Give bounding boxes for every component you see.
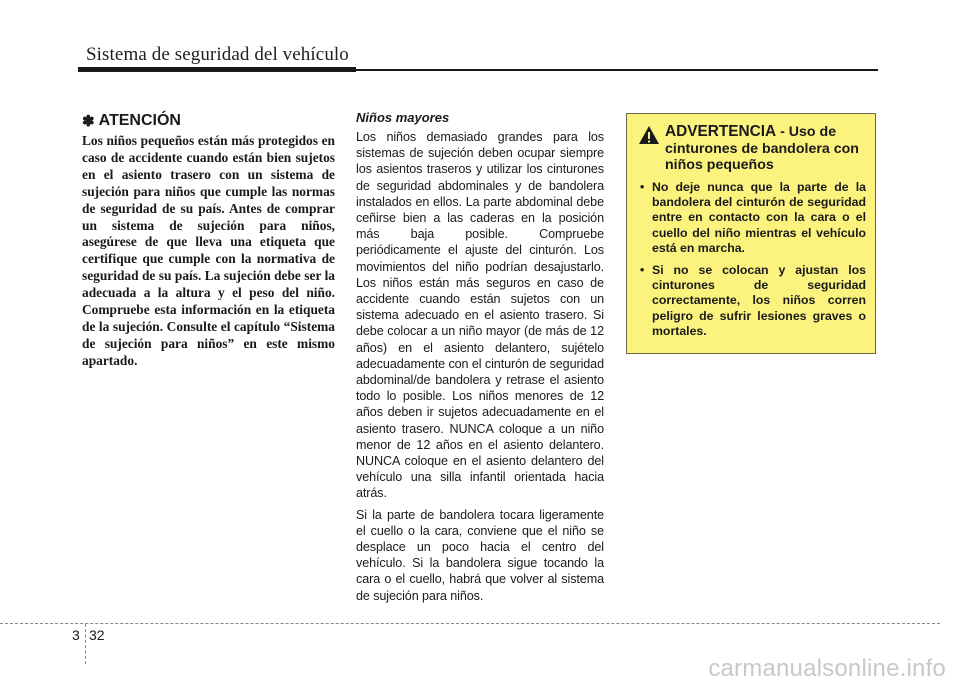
warning-title-text: - Uso de cinturones de bandolera con niños pequeños	[665, 124, 859, 173]
older-children-paragraph-1: Los niños demasiado grandes para los sistemas de sujeción deben ocupar siempre los asientos traseros y utilizar los cinturones de seguridad abdominales y de bandolera instalados en ellos. La parte abdominal debe ceñirse bien a las caderas en la posición más baja posible. Compruebe periódicamente el ajuste del cinturón. Los movimientos del niño podrían desajustarlo. Los niños están más seguros en caso de accidente cuando están sujetos con un sistema adecuado en el asiento trasero. Si debe colocar a un niño mayor (de más de 12 años) en el asiento delantero, sujételo adecuadamente con el cinturón de seguridad abdominal/de bandolera y retrase el asiento todo lo posible. Los niños menores de 12 años deben ir sujetos adecuadamente en el asiento trasero. NUNCA coloque a un niño menor de 12 años en el asiento delantero. NUNCA coloque en el asiento delantero del vehículo una silla infantil orientada hacia atrás.	[356, 130, 604, 501]
page-number: 32	[89, 627, 105, 643]
watermark-text: carmanualsonline.info	[708, 655, 946, 682]
footer-divider	[0, 623, 940, 624]
bullet-icon: •	[640, 262, 645, 277]
warning-item	[638, 180, 866, 257]
bullet-icon: •	[640, 179, 645, 194]
attention-section	[82, 112, 335, 370]
page-header-title: Sistema de seguridad del vehículo	[86, 44, 349, 65]
warning-label: ADVERTENCIA	[665, 123, 777, 140]
header-rule-thin	[356, 69, 878, 71]
attention-heading-label: ATENCIÓN	[98, 112, 181, 129]
footer-page-divider	[85, 624, 86, 664]
attention-heading	[82, 112, 335, 130]
older-children-section	[356, 110, 604, 609]
warning-box	[626, 113, 876, 354]
warning-header	[638, 124, 866, 174]
header-rule	[78, 67, 878, 73]
warning-title	[665, 124, 866, 174]
star-icon: ✽	[82, 113, 95, 130]
warning-item-text: Si no se colocan y ajustan los cinturones de seguridad correctamente, los niños corren peligro de sufrir lesiones graves o mortales.	[652, 262, 866, 339]
warning-list	[638, 180, 866, 340]
warning-triangle-icon	[638, 125, 660, 145]
warning-item	[638, 263, 866, 340]
older-children-heading: Niños mayores	[356, 110, 450, 125]
header-rule-thick	[78, 67, 356, 72]
chapter-number: 3	[72, 627, 80, 643]
attention-body: Los niños pequeños están más protegidos en caso de accidente cuando están bien sujetos en el asiento trasero con un sistema de sujeción para niños que cumple las normas de seguridad de su país. Antes de comprar un sistema de sujeción para niños, asegúrese de que lleva una etiqueta que certifique que cumple con la normativa de seguridad de su país. La sujeción debe ser la adecuada a la altura y el peso del niño. Compruebe esta información en la etiqueta de la sujeción. Consulte el capítulo “Sistema de sujeción para niños” en este mismo apartado.	[82, 133, 335, 368]
warning-item-text: No deje nunca que la parte de la bandolera del cinturón de seguridad entre en contacto con la cara o el cuello del niño mientras el vehículo está en marcha.	[652, 179, 866, 256]
older-children-paragraph-2: Si la parte de bandolera tocara ligeramente el cuello o la cara, conviene que el niño se desplace un poco hacia el centro del vehículo. Si la bandolera sigue tocando la cara o el cuello, habrá que volver al sistema de sujeción para niños.	[356, 507, 604, 603]
